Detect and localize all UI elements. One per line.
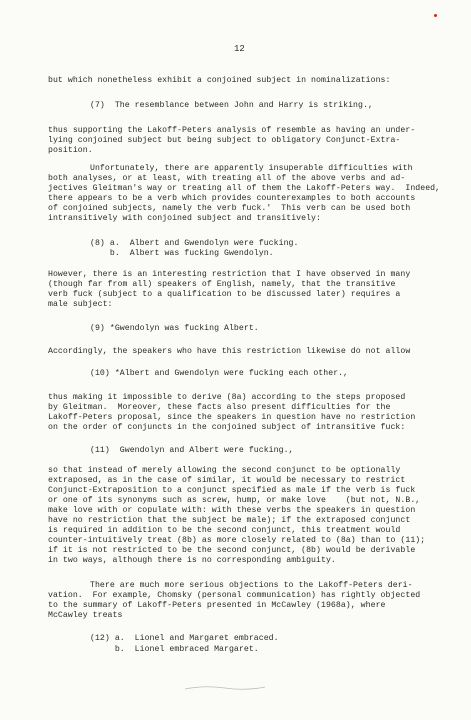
text-line: (12) a. Lionel and Margaret embraced. xyxy=(90,634,279,643)
text-line: There are much more serious objections to the Lakoff-Peters deri- xyxy=(90,581,413,590)
text-line: but which nonetheless exhibit a conjoined subject in nominalizations: xyxy=(48,76,391,85)
text-line: Lakoff-Peters proposal, since the speakers in question have no restriction xyxy=(48,413,416,422)
text-line: if it is not restricted to be the second conjunct, (8b) would be derivable xyxy=(48,546,416,555)
text-line: both analyses, or at least, with treating all of the above verbs and ad- xyxy=(48,174,406,183)
text-line: verb fuck (subject to a qualification to be discussed later) requires a xyxy=(48,290,401,299)
text-line: (though far from all) speakers of English, namely, that the transitive xyxy=(48,280,396,289)
text-line: counter-intuitively treat (8b) as more closely related to (8a) than to (11); xyxy=(48,536,426,545)
text-line: so that instead of merely allowing the second conjunct to be optionally xyxy=(48,466,401,475)
text-line: make love with or copulate with: with these verbs the speakers in question xyxy=(48,506,416,515)
text-line: lying conjoined subject but being subject to obligatory Conjunct-Extra- xyxy=(48,136,401,145)
text-line: thus supporting the Lakoff-Peters analysis of resemble as having an under- xyxy=(48,126,416,135)
text-line: intransitively with conjoined subject and transitively: xyxy=(48,214,321,223)
text-line: McCawley treats xyxy=(48,611,123,620)
text-line: to the summary of Lakoff-Peters presented in McCawley (1968a), where xyxy=(48,601,386,610)
text-line: on the order of conjuncts in the conjoined subject of intransitive fuck: xyxy=(48,423,406,432)
text-line: there appears to be a verb which provides counterexamples to both accounts xyxy=(48,194,416,203)
red-mark xyxy=(434,14,437,17)
text-line: b. Lionel embraced Margaret. xyxy=(90,645,259,654)
text-line: by Gleitman. Moreover, these facts also present difficulties for the xyxy=(48,403,391,412)
text-line: in two ways, although there is no corresponding ambiguity. xyxy=(48,556,336,565)
text-line: of conjoined subjects, namely the verb fuck.' This verb can be used both xyxy=(48,204,411,213)
text-line: (10) *Albert and Gwendolyn were fucking each other., xyxy=(90,369,349,378)
text-line: thus making it impossible to derive (8a) according to the steps proposed xyxy=(48,393,406,402)
text-line: (9) *Gwendolyn was fucking Albert. xyxy=(90,324,259,333)
text-line: position. xyxy=(48,146,93,155)
text-line: extraposed, as in the case of similar, it would be necessary to restrict xyxy=(48,476,406,485)
text-line: (8) a. Albert and Gwendolyn were fucking. xyxy=(90,239,299,248)
text-line: Accordingly, the speakers who have this restriction likewise do not allow xyxy=(48,347,411,356)
page-number: 12 xyxy=(234,44,245,54)
text-line: male subject: xyxy=(48,300,113,309)
text-line: have no restriction that the subject be male); if the extraposed conjunct xyxy=(48,516,411,525)
text-line: (11) Gwendolyn and Albert were fucking., xyxy=(90,446,294,455)
text-line: Unfortunately, there are apparently insuperable difficulties with xyxy=(90,164,413,173)
text-line: However, there is an interesting restriction that I have observed in many xyxy=(48,270,411,279)
text-line: (7) The resemblance between John and Harry is striking., xyxy=(90,101,373,110)
text-line: or one of its synonyms such as screw, hump, or make love (but not, N.B., xyxy=(48,496,421,505)
pen-smudge xyxy=(180,683,270,693)
text-line: is required in addition to be the second conjunct, this treatment would xyxy=(48,526,401,535)
text-line: b. Albert was fucking Gwendolyn. xyxy=(90,249,274,258)
text-line: Conjunct-Extraposition to a conjunct specified as male if the verb is fuck xyxy=(48,486,416,495)
text-line: vation. For example, Chomsky (personal communication) has rightly objected xyxy=(48,591,421,600)
text-line: jectives Gleitman's way or treating all of them the Lakoff-Peters way. Indeed, xyxy=(48,184,441,193)
